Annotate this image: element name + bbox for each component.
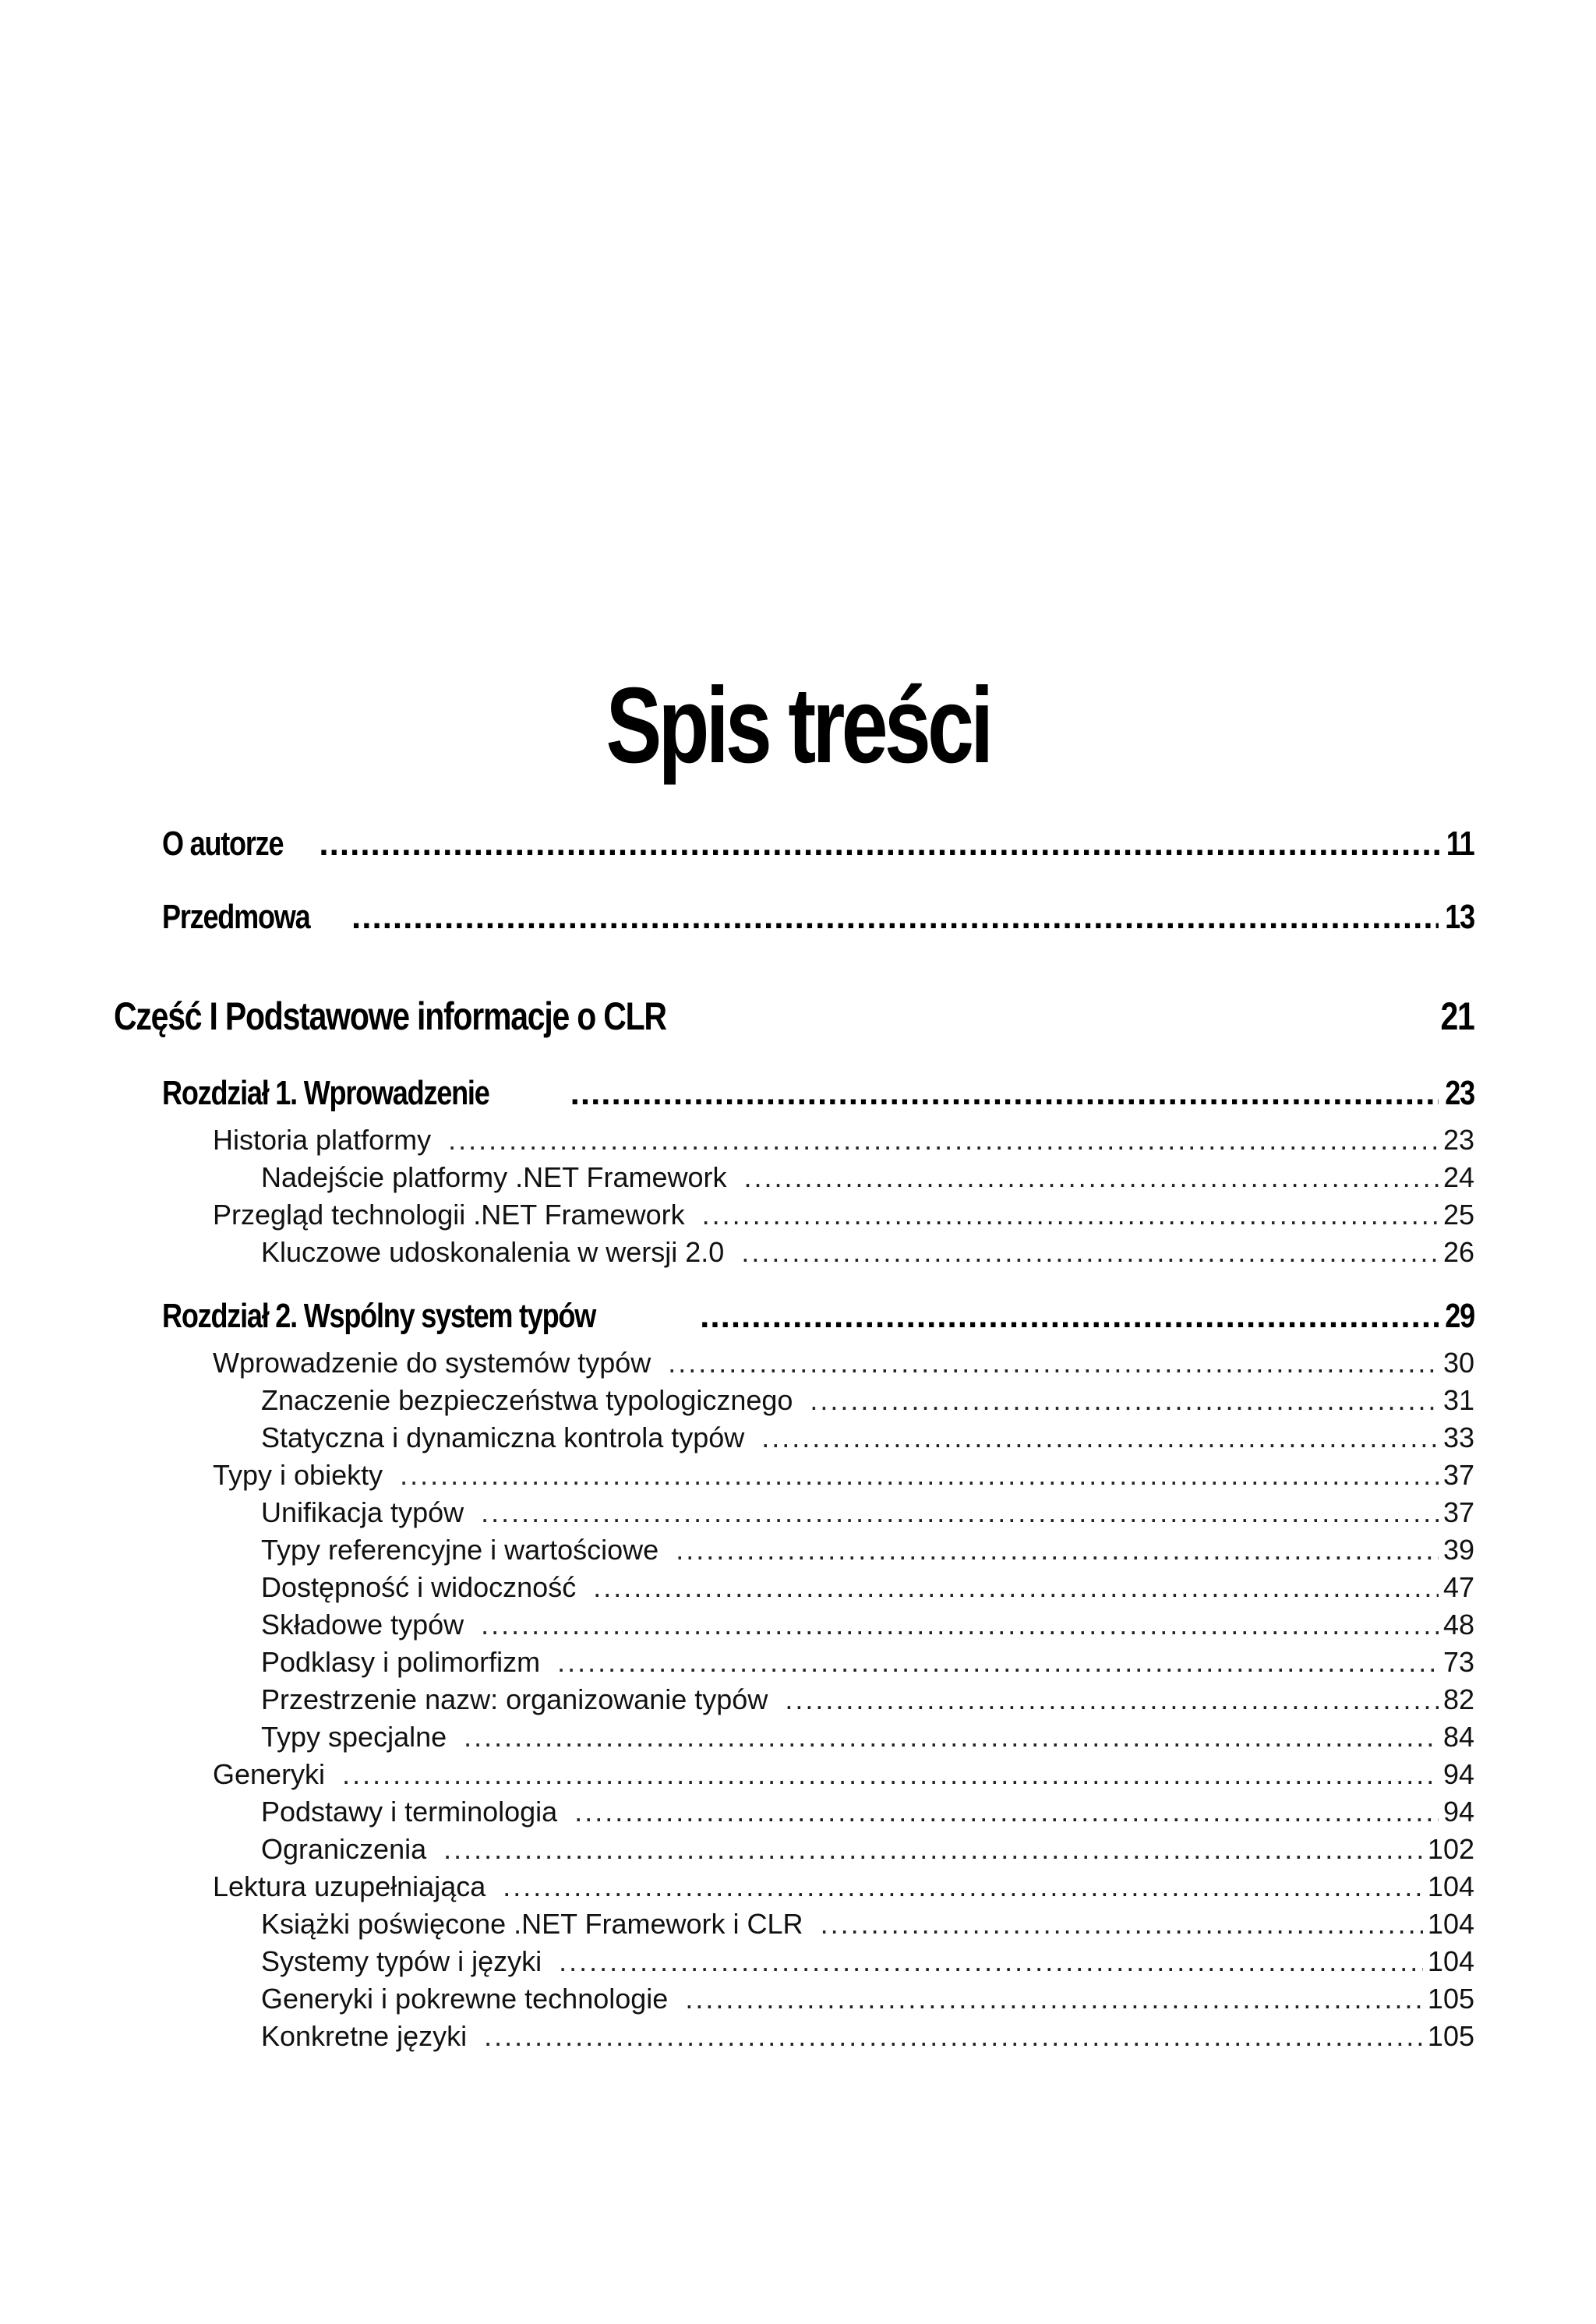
- toc-entry[interactable]: [213, 1870, 1474, 1903]
- toc-entry-page: 11: [1446, 825, 1474, 863]
- toc-leader-dots: [481, 1496, 1439, 1529]
- chapter-label: Rozdział 1. Wprowadzenie: [162, 1074, 489, 1112]
- chapter-page: 29: [1445, 1297, 1474, 1335]
- toc-entry[interactable]: [261, 1833, 1474, 1866]
- toc-entry-label: Konkretne języki: [261, 2020, 468, 2052]
- toc-leader-dots: [685, 1983, 1423, 2015]
- toc-leader-dots: [319, 825, 1440, 864]
- toc-leader-dots: [761, 1422, 1439, 1454]
- toc-entry-label: Podstawy i terminologia: [261, 1796, 558, 1828]
- toc-leader-dots: [570, 1074, 1439, 1113]
- toc-entry-o-autorze[interactable]: [162, 825, 1474, 864]
- toc-entry-page: 94: [1442, 1758, 1474, 1790]
- toc-entry-page: 73: [1442, 1646, 1474, 1678]
- toc-entry-page: 105: [1427, 2020, 1474, 2052]
- chapter-label: Rozdział 2. Wspólny system typów: [162, 1297, 596, 1335]
- toc-leader-dots: [484, 2020, 1423, 2053]
- toc-entry[interactable]: [213, 1347, 1474, 1379]
- toc-leader-dots: [785, 1683, 1439, 1716]
- toc-leader-dots: [702, 1199, 1439, 1231]
- toc-entry[interactable]: [213, 1199, 1474, 1231]
- toc-entry-label: Generyki: [213, 1758, 326, 1790]
- toc-entry-page: 105: [1427, 1983, 1474, 2015]
- toc-leader-dots: [481, 1609, 1439, 1641]
- toc-entry-page: 26: [1442, 1236, 1474, 1268]
- toc-entry-label: Przedmowa: [162, 898, 310, 936]
- toc-leader-dots: [443, 1833, 1423, 1866]
- part-page: 21: [1440, 994, 1474, 1038]
- toc-part-heading[interactable]: [114, 994, 1474, 1039]
- toc-chapter-2[interactable]: [162, 1297, 1474, 1336]
- toc-entry-page: 23: [1442, 1124, 1474, 1156]
- toc-entry-label: Przegląd technologii .NET Framework: [213, 1199, 685, 1231]
- toc-entry-label: Przestrzenie nazw: organizowanie typów: [261, 1683, 768, 1715]
- toc-entry-przedmowa[interactable]: [162, 898, 1474, 937]
- toc-entry-page: 37: [1442, 1459, 1474, 1491]
- toc-entry-label: Generyki i pokrewne technologie: [261, 1983, 669, 2015]
- toc-leader-dots: [668, 1347, 1439, 1379]
- toc-entry-page: 37: [1442, 1496, 1474, 1528]
- toc-leader-dots: [700, 1297, 1439, 1336]
- toc-chapter-1[interactable]: [162, 1074, 1474, 1113]
- toc-entry-label: Statyczna i dynamiczna kontrola typów: [261, 1422, 745, 1453]
- toc-entry-label: Typy referencyjne i wartościowe: [261, 1534, 659, 1566]
- toc-entry-page: 94: [1442, 1796, 1474, 1828]
- toc-entry[interactable]: [261, 1422, 1474, 1454]
- toc-leader-dots: [464, 1721, 1439, 1754]
- toc-entry-label: Nadejście platformy .NET Framework: [261, 1161, 727, 1193]
- toc-entry-label: Składowe typów: [261, 1609, 464, 1641]
- toc-entry-label: Wprowadzenie do systemów typów: [213, 1347, 651, 1379]
- toc-entry[interactable]: [261, 1571, 1474, 1604]
- toc-entry-label: O autorze: [162, 825, 284, 863]
- toc-entry[interactable]: [261, 1161, 1474, 1194]
- toc-leader-dots: [342, 1758, 1439, 1791]
- chapter-page: 23: [1445, 1074, 1474, 1112]
- toc-leader-dots: [351, 898, 1439, 937]
- toc-entry-label: Systemy typów i języki: [261, 1945, 542, 1977]
- toc-entry-page: 25: [1442, 1199, 1474, 1231]
- toc-entry-label: Książki poświęcone .NET Framework i CLR: [261, 1908, 803, 1940]
- toc-entry[interactable]: [261, 1796, 1474, 1828]
- toc-leader-dots: [744, 1161, 1439, 1194]
- toc-entry-label: Unifikacja typów: [261, 1496, 464, 1528]
- toc-entry-label: Znaczenie bezpieczeństwa typologicznego: [261, 1384, 793, 1416]
- toc-entry[interactable]: [261, 1534, 1474, 1566]
- toc-leader-dots: [448, 1124, 1439, 1157]
- toc-leader-dots: [676, 1534, 1439, 1566]
- page-title: Spis treści: [606, 666, 990, 786]
- toc-entry-label: Historia platformy: [213, 1124, 432, 1156]
- toc-entry-page: 33: [1442, 1422, 1474, 1453]
- toc-entry-page: 47: [1442, 1571, 1474, 1603]
- toc-entry-page: 48: [1442, 1609, 1474, 1641]
- toc-entry[interactable]: [261, 1646, 1474, 1679]
- toc-entry[interactable]: [213, 1758, 1474, 1791]
- toc-entry-label: Typy i obiekty: [213, 1459, 383, 1491]
- toc-entry[interactable]: [261, 1721, 1474, 1754]
- toc-entry-page: 104: [1427, 1908, 1474, 1940]
- toc-entry-page: 24: [1442, 1161, 1474, 1193]
- toc-entry-label: Dostępność i widoczność: [261, 1571, 577, 1603]
- toc-leader-dots: [593, 1571, 1439, 1604]
- toc-entry-page: 30: [1442, 1347, 1474, 1379]
- toc-entry-label: Ograniczenia: [261, 1833, 427, 1865]
- toc-leader-dots: [574, 1796, 1439, 1828]
- toc-entry[interactable]: [213, 1124, 1474, 1157]
- toc-entry-page: 102: [1427, 1833, 1474, 1865]
- toc-entry[interactable]: [261, 1983, 1474, 2015]
- toc-leader-dots: [503, 1870, 1423, 1903]
- toc-entry[interactable]: [261, 2020, 1474, 2053]
- toc-leader-dots: [821, 1908, 1423, 1941]
- toc-entry-label: Lektura uzupełniająca: [213, 1870, 486, 1902]
- toc-leader-dots: [741, 1236, 1439, 1269]
- toc-entry-page: 84: [1442, 1721, 1474, 1753]
- toc-entry-page: 82: [1442, 1683, 1474, 1715]
- toc-entry[interactable]: [261, 1496, 1474, 1529]
- toc-entry-label: Kluczowe udoskonalenia w wersji 2.0: [261, 1236, 725, 1268]
- toc-entry-page: 104: [1427, 1945, 1474, 1977]
- toc-leader-dots: [557, 1646, 1439, 1679]
- toc-entry[interactable]: [261, 1384, 1474, 1417]
- toc-entry[interactable]: [261, 1236, 1474, 1269]
- part-label: Część I Podstawowe informacje o CLR: [114, 994, 666, 1038]
- toc-leader-dots: [559, 1945, 1423, 1978]
- toc-leader-dots: [810, 1384, 1439, 1417]
- toc-entry-label: Typy specjalne: [261, 1721, 447, 1753]
- toc-entry-page: 13: [1445, 898, 1474, 936]
- toc-entry[interactable]: [261, 1945, 1474, 1978]
- toc-entry-page: 31: [1442, 1384, 1474, 1416]
- toc-entry[interactable]: [261, 1609, 1474, 1641]
- toc-entry-page: 39: [1442, 1534, 1474, 1566]
- toc-entry-page: 104: [1427, 1870, 1474, 1902]
- toc-leader-dots: [400, 1459, 1439, 1492]
- toc-entry[interactable]: [261, 1683, 1474, 1716]
- toc-entry-label: Podklasy i polimorfizm: [261, 1646, 541, 1678]
- toc-entry[interactable]: [261, 1908, 1474, 1941]
- toc-entry[interactable]: [213, 1459, 1474, 1492]
